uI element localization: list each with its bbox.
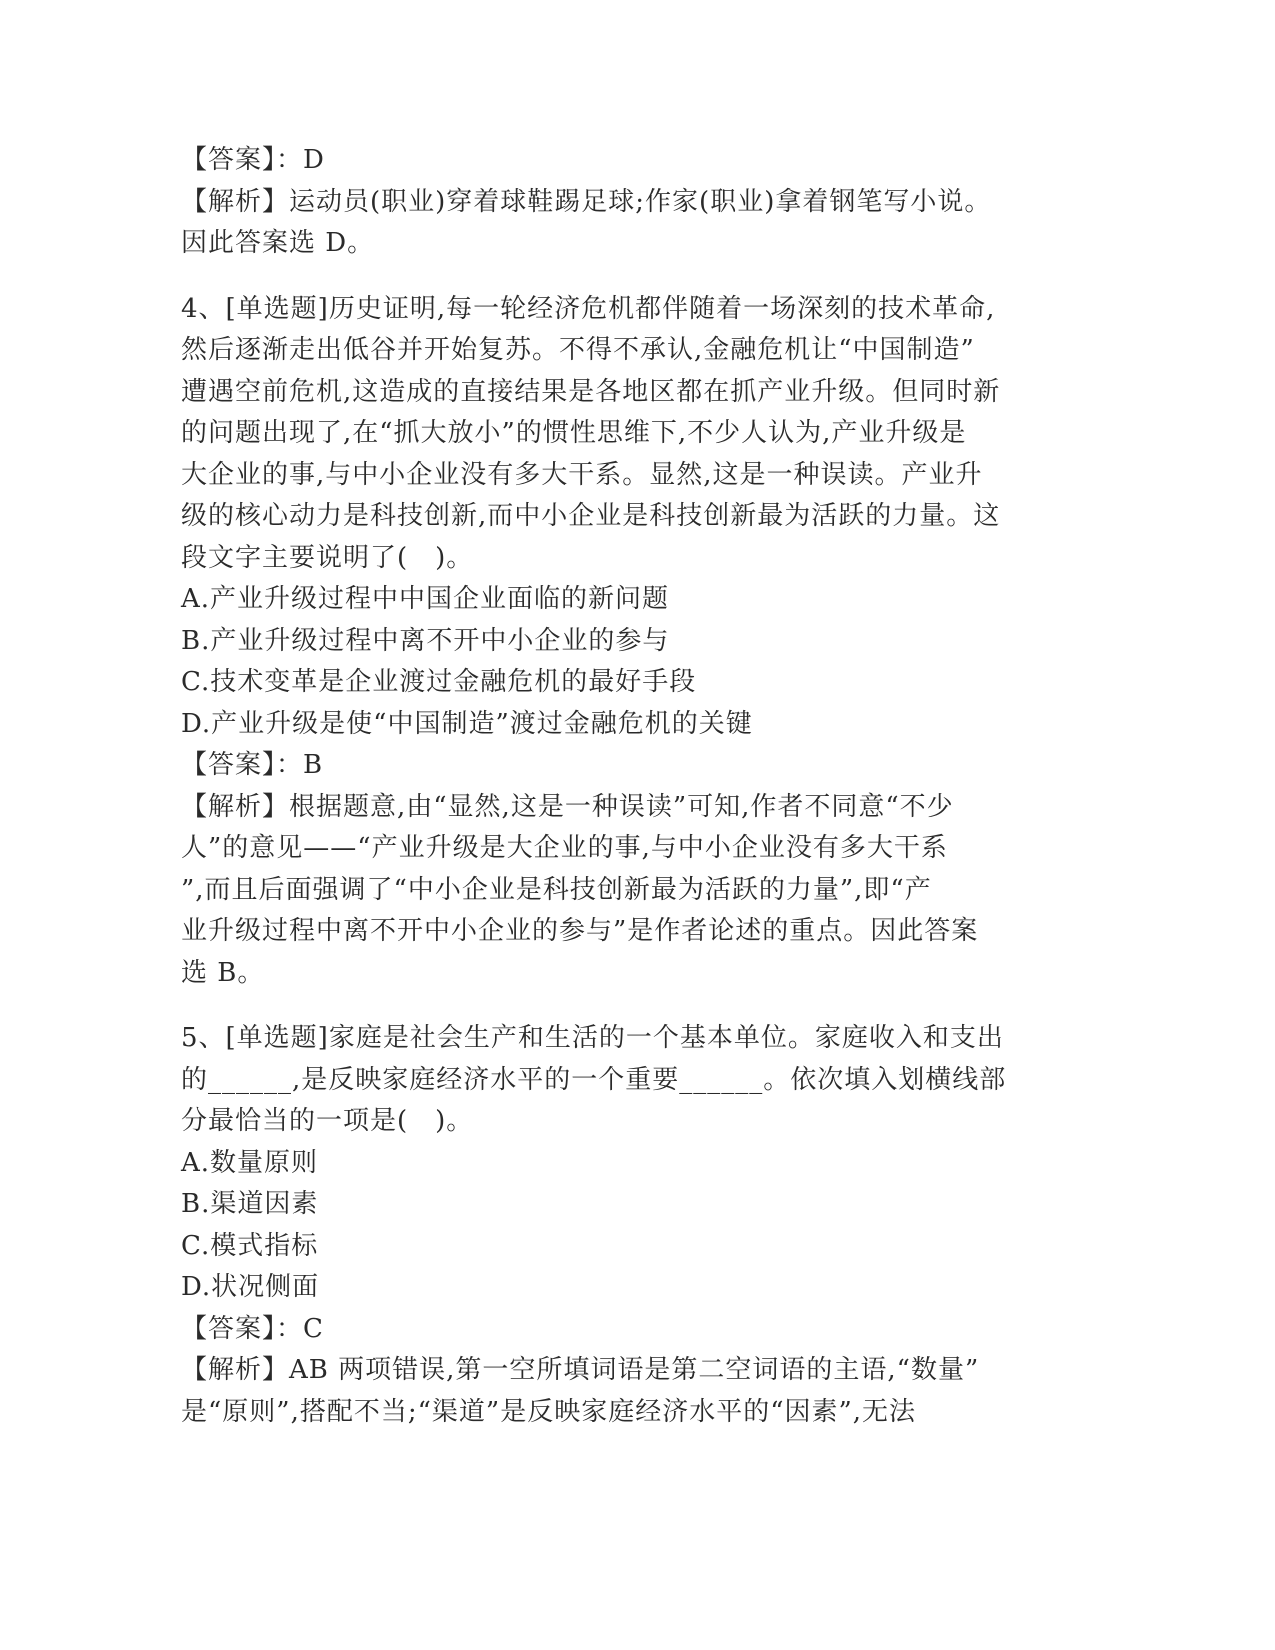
prev-item	[181, 140, 1041, 265]
question-stem-line: 的问题出现了,在“抓大放小”的惯性思维下,不少人认为,产业升级是	[181, 418, 967, 448]
answer-line: 【答案】：B	[181, 750, 324, 780]
analysis-line: 【解析】AB 两项错误,第一空所填词语是第二空词语的主语,“数量”	[181, 1355, 980, 1385]
question-stem-line: 段文字主要说明了( )。	[181, 542, 474, 573]
question-stem-line: 4、[单选题]历史证明,每一轮经济危机都伴随着一场深刻的技术革命,	[181, 293, 996, 324]
answer-line: 【答案】：C	[181, 1313, 324, 1344]
option-a: A.数量原则	[181, 1147, 319, 1178]
option-c: C.模式指标	[181, 1230, 319, 1261]
option-b: B.产业升级过程中离不开中小企业的参与	[181, 625, 670, 656]
analysis-line: ”,而且后面强调了“中小企业是科技创新最为活跃的力量”,即“产	[181, 874, 932, 905]
option-c: C.技术变革是企业渡过金融危机的最好手段	[181, 667, 697, 697]
analysis-line: 人”的意见——“产业升级是大企业的事,与中小企业没有多大干系	[181, 833, 948, 863]
analysis-line: 选 B。	[181, 957, 265, 988]
question-stem-line: 级的核心动力是科技创新,而中小企业是科技创新最为活跃的力量。这	[181, 501, 1001, 531]
document-page	[181, 140, 1041, 1433]
spacer	[181, 994, 1041, 1018]
option-a: A.产业升级过程中中国企业面临的新问题	[181, 584, 670, 614]
option-b: B.渠道因素	[181, 1189, 319, 1219]
question-stem-line: 分最恰当的一项是( )。	[181, 1106, 474, 1136]
analysis-line: 业升级过程中离不开中小企业的参与”是作者论述的重点。因此答案	[181, 916, 979, 946]
spacer	[181, 265, 1041, 289]
answer-line: 【答案】：D	[181, 145, 325, 175]
analysis-line: 是“原则”,搭配不当;“渠道”是反映家庭经济水平的“因素”,无法	[181, 1396, 917, 1427]
question-stem-line: 5、[单选题]家庭是社会生产和生活的一个基本单位。家庭收入和支出	[181, 1023, 1004, 1053]
analysis-line: 因此答案选 D。	[181, 228, 375, 258]
option-d: D.产业升级是使“中国制造”渡过金融危机的关键	[181, 708, 753, 739]
question-stem-line: 大企业的事,与中小企业没有多大干系。显然,这是一种误读。产业升	[181, 459, 983, 490]
analysis-line: 【解析】根据题意,由“显然,这是一种误读”可知,作者不同意“不少	[181, 791, 954, 822]
analysis-line: 【解析】运动员(职业)穿着球鞋踢足球;作家(职业)拿着钢笔写小说。	[181, 186, 992, 217]
option-d: D.状况侧面	[181, 1272, 320, 1302]
question-stem-line: 遭遇空前危机,这造成的直接结果是各地区都在抓产业升级。但同时新	[181, 376, 1001, 407]
question-4	[181, 289, 1041, 995]
question-stem-line: 然后逐渐走出低谷并开始复苏。不得不承认,金融危机让“中国制造”	[181, 335, 975, 365]
question-5	[181, 1018, 1041, 1433]
question-stem-line: 的______,是反映家庭经济水平的一个重要______。依次填入划横线部	[181, 1064, 1007, 1095]
